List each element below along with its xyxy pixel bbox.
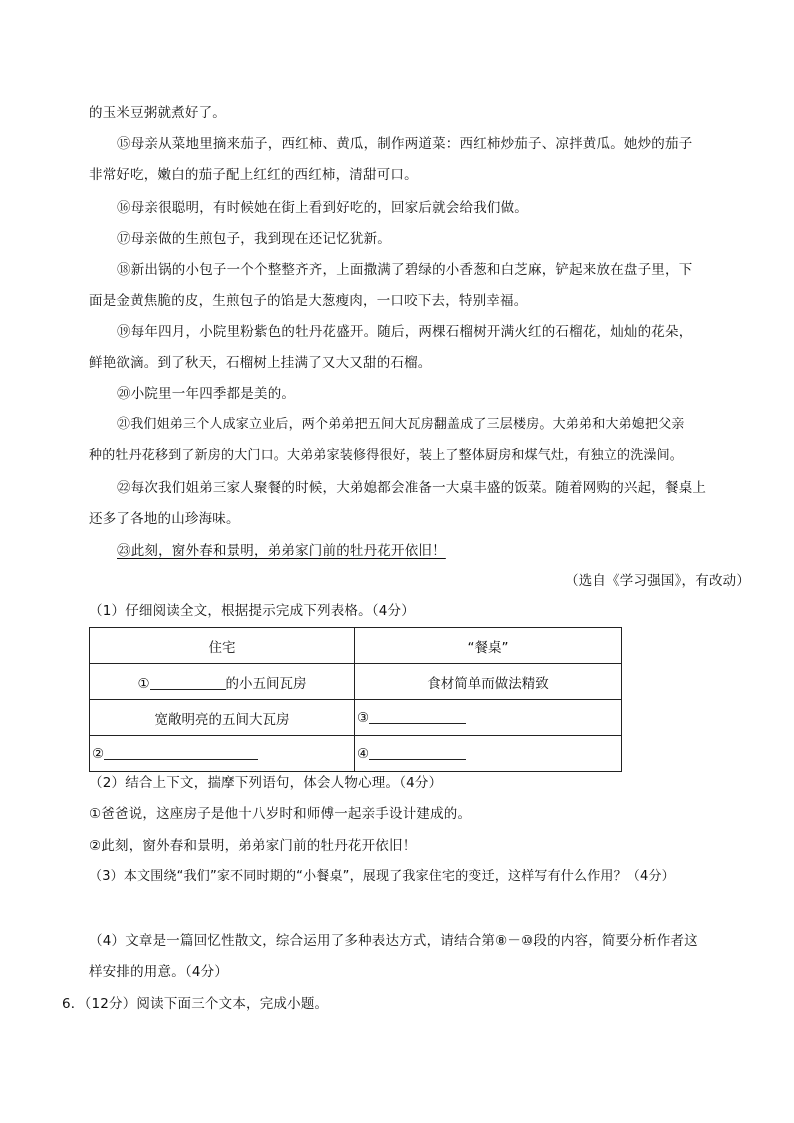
paragraph-14-tail: 的玉米豆粥就煮好了。 [89,105,226,121]
table-cell-r2-right [355,700,622,736]
blank-3-label: ③ [357,710,370,726]
table-cell-r1-left [90,664,355,700]
table-row [90,736,622,772]
question-2: （2）结合上下文，揣摩下列语句，体会人物心理。（4分） [89,775,443,791]
table-header-dining: “餐桌” [355,628,622,664]
table-header-house: 住宅 [90,628,355,664]
paragraph-19-line-2: 鲜艳欲滴。到了秋天，石榴树上挂满了又大又甜的石榴。 [89,355,432,371]
table-cell-r2-left: 宽敞明亮的五间大瓦房 [90,700,355,736]
paragraph-21-line-2: 种的牡丹花移到了新房的大门口。大弟弟家装修得很好，装上了整体厨房和煤气灶，有独立的洗澡间。 [89,448,684,463]
question-4-line-2: 样安排的用意。（4分） [89,964,229,980]
table-row [90,664,622,700]
paragraph-20: ⑳小院里一年四季都是美的。 [117,386,296,402]
table-row [90,628,622,664]
table-cell-r1-right: 食材简单而做法精致 [355,664,622,700]
paragraph-22-line-2: 还多了各地的山珍海味。 [89,511,240,527]
paragraph-15-line-2: 非常好吃，嫩白的茄子配上红红的西红柿，清甜可口。 [89,167,418,183]
blank-2-label: ② [92,746,105,762]
table-row [90,700,622,736]
question-2-item-2: ②此刻，窗外春和景明，弟弟家门前的牡丹花开依旧！ [89,838,417,854]
blank-1-label: ① [137,675,150,692]
question-2-item-1: ①爸爸说，这座房子是他十八岁时和师傅一起亲手设计建成的。 [89,806,472,822]
answer-blank-2[interactable] [104,745,258,760]
paragraph-15-line-1: ⑮母亲从菜地里摘来茄子，西红柿、黄瓜，制作两道菜：西红柿炒茄子、凉拌黄瓜。她炒的茄子 [117,136,693,152]
paragraph-16: ⑯母亲很聪明，有时候她在街上看到好吃的，回家后就会给我们做。 [117,200,528,216]
paragraph-18-line-1: ⑱新出锅的小包子一个个整整齐齐，上面撒满了碧绿的小香葱和白芝麻，铲起来放在盘子里，下 [117,262,693,278]
paragraph-21-line-1: ㉑我们姐弟三个人成家立业后，两个弟弟把五间大瓦房翻盖成了三层楼房。大弟弟和大弟媳把父亲 [117,417,685,432]
answer-blank-1[interactable] [150,675,226,690]
blank-4-label: ④ [357,746,370,762]
question-6: 6．（12分）阅读下面三个文本，完成小题。 [62,996,329,1012]
question-1: （1）仔细阅读全文，根据提示完成下列表格。（4分） [89,603,415,619]
paragraph-22-line-1: ㉒每次我们姐弟三家人聚餐的时候，大弟媳都会准备一大桌丰盛的饭菜。随着网购的兴起，餐桌上 [117,480,707,496]
fill-in-table [89,627,622,772]
table-cell-r3-right [355,736,622,772]
paragraph-17: ⑰母亲做的生煎包子，我到现在还记忆犹新。 [117,231,391,247]
question-3: （3）本文围绕“我们”家不同时期的“小餐桌”，展现了我家住宅的变迁，这样写有什么作用？（4分） [89,869,675,884]
table-cell-r3-left [90,736,355,772]
paragraph-19-line-1: ⑲每年四月，小院里粉紫色的牡丹花盛开。随后，两棵石榴树开满火红的石榴花，灿灿的花朵， [117,324,693,340]
answer-blank-3[interactable] [369,709,466,724]
answer-blank-4[interactable] [369,745,466,760]
r1-suffix: 的小五间瓦房 [225,675,307,692]
source-note: （选自《学习强国》，有改动） [565,573,751,589]
question-4-line-1: （4）文章是一篇回忆性散文，综合运用了多种表达方式，请结合第⑧－⑩段的内容，简要分析作者这 [89,933,698,949]
paragraph-23-underlined: ㉓此刻，窗外春和景明，弟弟家门前的牡丹花开依旧！ [117,543,446,559]
paragraph-18-line-2: 面是金黄焦脆的皮，生煎包子的馅是大葱瘦肉，一口咬下去，特别幸福。 [89,293,528,309]
